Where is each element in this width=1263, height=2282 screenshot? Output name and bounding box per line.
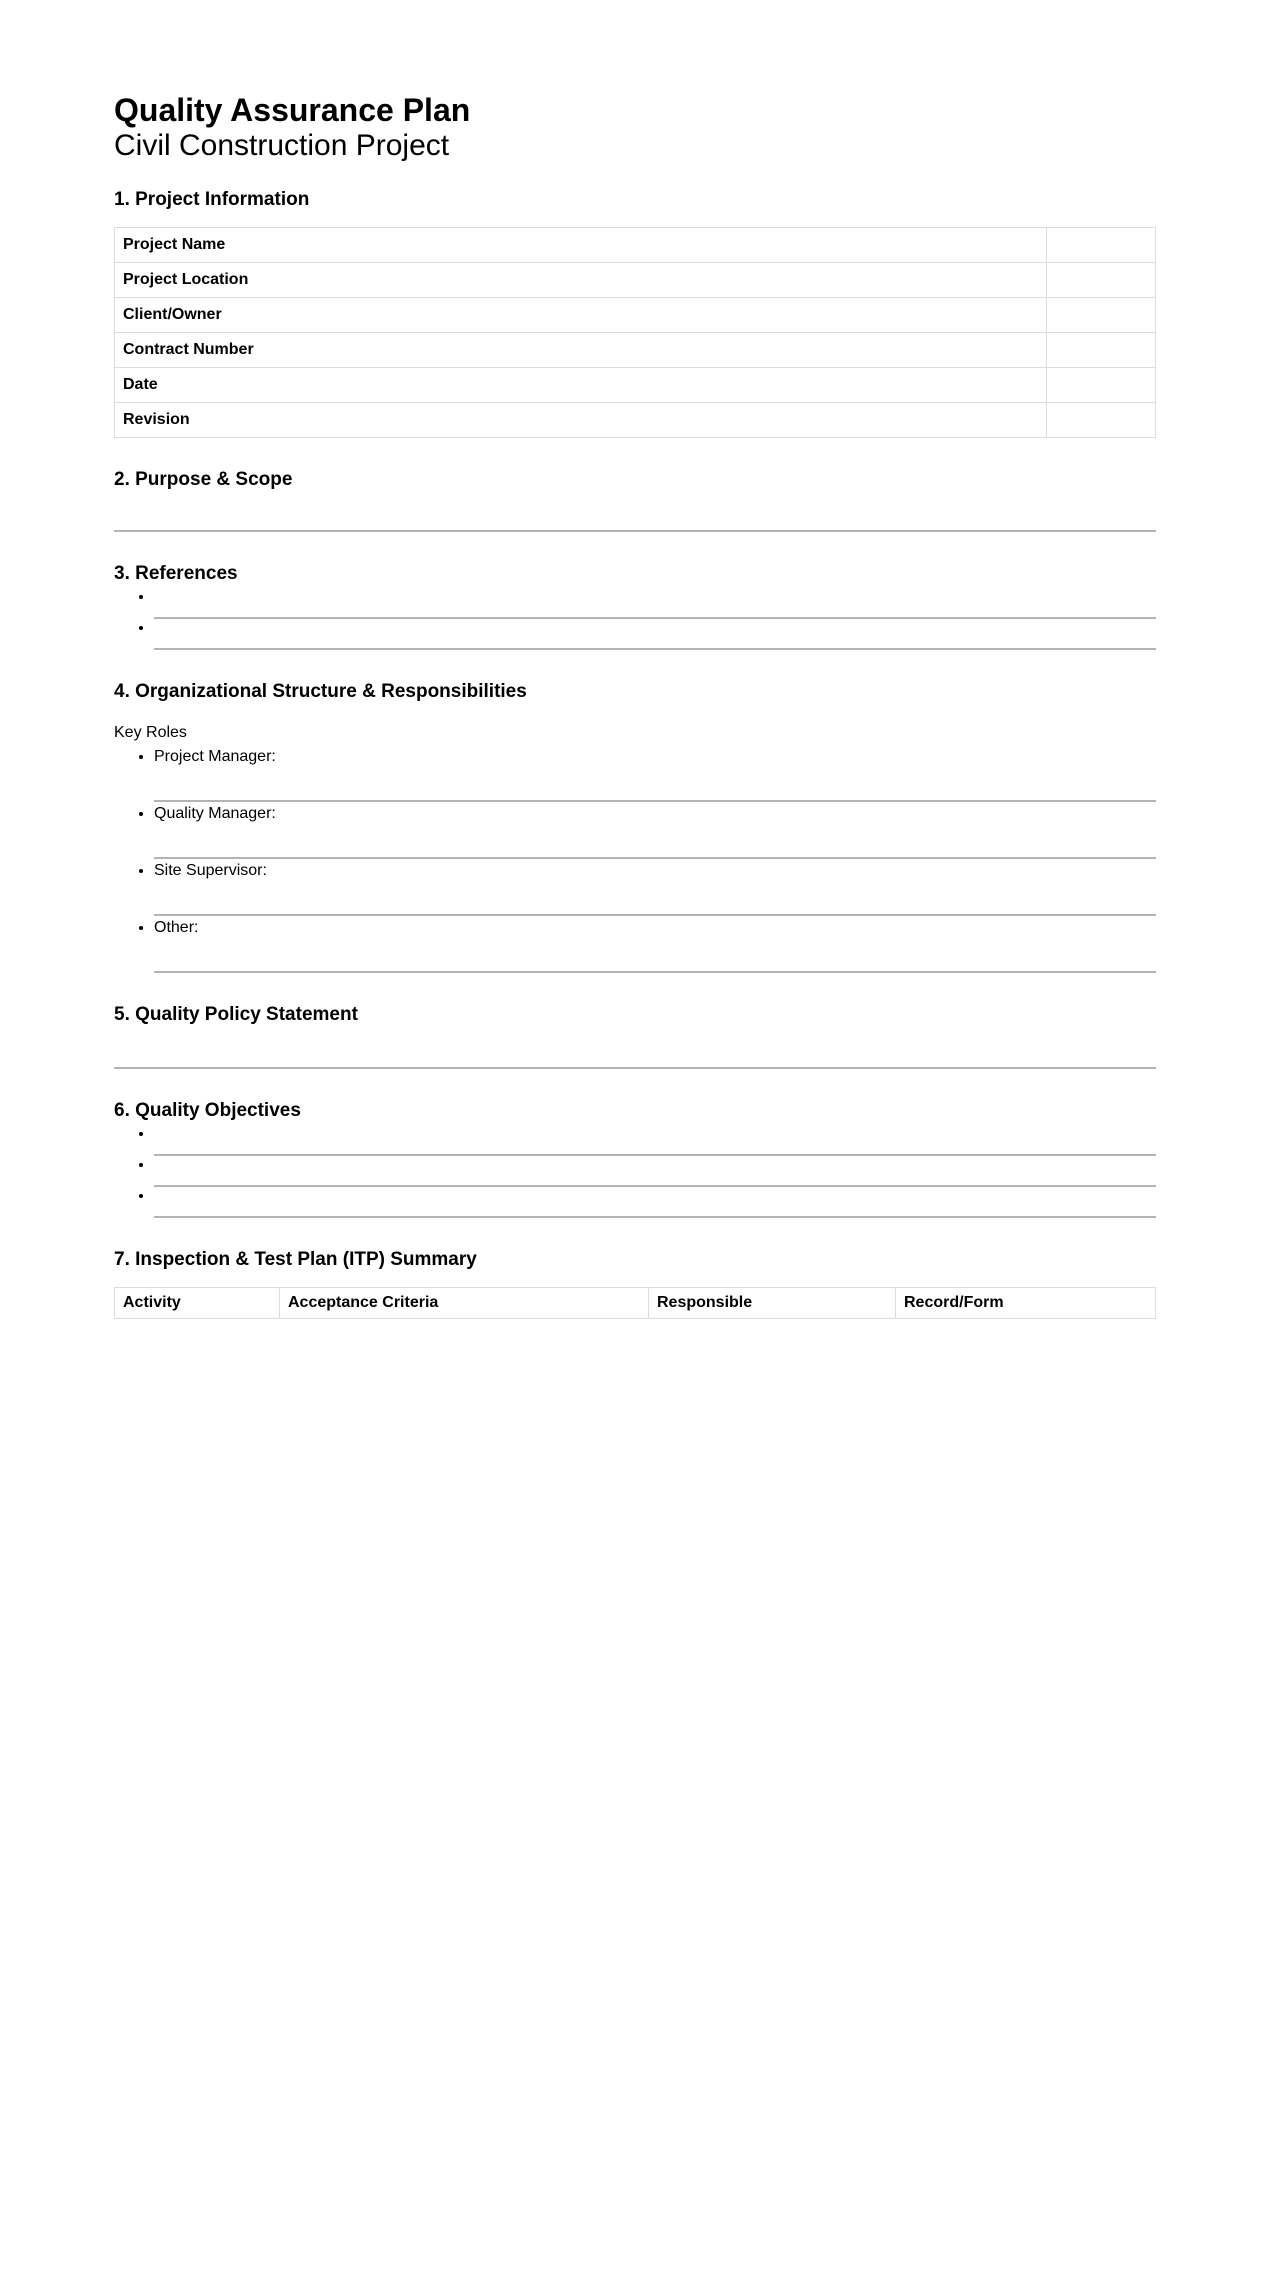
document-subtitle: Civil Construction Project — [114, 129, 450, 162]
column-header-activity: Activity — [115, 1288, 280, 1319]
date-field[interactable] — [1047, 368, 1156, 403]
role-other[interactable] — [154, 916, 1156, 973]
document-page — [114, 92, 1156, 1319]
objective-item-3[interactable] — [154, 1187, 1156, 1218]
column-header-acceptance-criteria: Acceptance Criteria — [280, 1288, 649, 1319]
column-header-responsible: Responsible — [649, 1288, 896, 1319]
references-list — [114, 588, 1156, 650]
section-heading-project-info: 1. Project Information — [114, 189, 310, 210]
project-location-label: Project Location — [115, 263, 1047, 298]
project-name-label: Project Name — [115, 228, 1047, 263]
table-row — [115, 403, 1156, 438]
role-label: Other: — [154, 919, 199, 936]
table-row — [115, 333, 1156, 368]
purpose-scope-field[interactable] — [114, 492, 1156, 532]
role-label: Quality Manager: — [154, 805, 276, 822]
table-row — [115, 228, 1156, 263]
quality-policy-field[interactable] — [114, 1027, 1156, 1069]
role-project-manager[interactable] — [154, 745, 1156, 802]
table-row — [115, 263, 1156, 298]
table-row — [115, 298, 1156, 333]
contract-number-label: Contract Number — [115, 333, 1047, 368]
project-info-table — [114, 227, 1156, 438]
role-site-supervisor[interactable] — [154, 859, 1156, 916]
key-roles-label: Key Roles — [114, 724, 187, 741]
client-owner-field[interactable] — [1047, 298, 1156, 333]
revision-field[interactable] — [1047, 403, 1156, 438]
contract-number-field[interactable] — [1047, 333, 1156, 368]
objective-item-1[interactable] — [154, 1125, 1156, 1156]
column-header-record-form: Record/Form — [896, 1288, 1156, 1319]
role-label: Site Supervisor: — [154, 862, 267, 879]
section-heading-itp-summary: 7. Inspection & Test Plan (ITP) Summary — [114, 1249, 477, 1270]
objective-item-2[interactable] — [154, 1156, 1156, 1187]
project-name-field[interactable] — [1047, 228, 1156, 263]
section-heading-org-structure: 4. Organizational Structure & Responsibilities — [114, 681, 527, 702]
role-label: Project Manager: — [154, 748, 276, 765]
reference-item-1[interactable] — [154, 588, 1156, 619]
reference-item-2[interactable] — [154, 619, 1156, 650]
project-location-field[interactable] — [1047, 263, 1156, 298]
quality-objectives-list — [114, 1125, 1156, 1218]
role-quality-manager[interactable] — [154, 802, 1156, 859]
section-heading-quality-objectives: 6. Quality Objectives — [114, 1100, 301, 1121]
section-heading-references: 3. References — [114, 563, 238, 584]
document-title: Quality Assurance Plan — [114, 92, 471, 128]
itp-summary-table — [114, 1287, 1156, 1319]
section-heading-quality-policy: 5. Quality Policy Statement — [114, 1004, 358, 1025]
client-owner-label: Client/Owner — [115, 298, 1047, 333]
revision-label: Revision — [115, 403, 1047, 438]
table-header-row — [115, 1288, 1156, 1319]
date-label: Date — [115, 368, 1047, 403]
roles-list — [114, 745, 1156, 973]
table-row — [115, 368, 1156, 403]
section-heading-purpose-scope: 2. Purpose & Scope — [114, 469, 293, 490]
